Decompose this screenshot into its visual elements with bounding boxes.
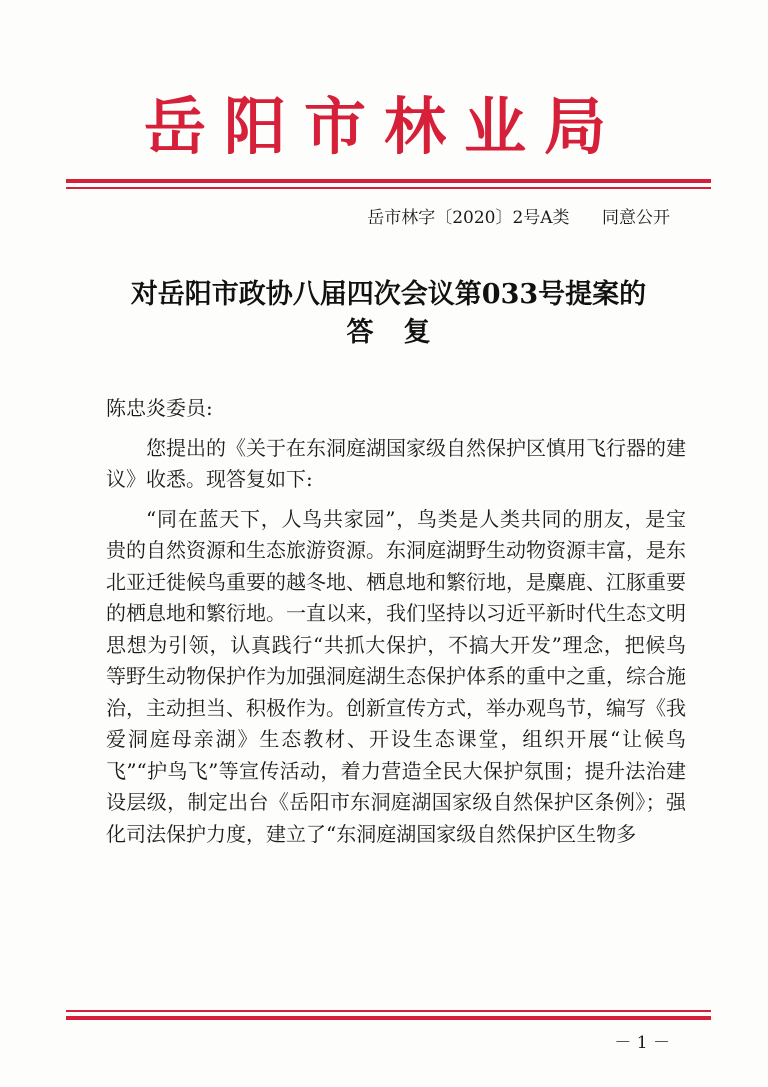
title-line-2: 答复 [346,317,461,348]
footer-rule-thin [66,1010,711,1012]
document-body [106,393,686,850]
page-number: － 1 － [614,1033,670,1053]
salutation: 陈忠炎委员: [106,396,213,420]
document-code: 岳市林字〔2020〕2号A类 [367,208,570,228]
masthead-rule-thick [66,179,711,183]
masthead-rule-thin [66,187,711,189]
document-title [66,276,711,352]
document-number-line [66,203,670,228]
paragraph-1: 您提出的《关于在东洞庭湖国家级自然保护区慎用飞行器的建议》收悉。现答复如下: [106,435,686,491]
paragraph-2: “同在蓝天下，人鸟共家园”，鸟类是人类共同的朋友，是宝贵的自然资源和生态旅游资源。东洞庭湖野生动物资源丰富，是东北亚迁徙候鸟重要的越冬地、栖息地和繁衍地，是麋鹿、江豚重要的栖息地和繁衍地。一直以来，我们坚持以习近平新时代生态文明思想为引领，认真践行“共抓大保护，不搞大开发”理念，把候鸟等野生动物保护作为加强洞庭湖生态保护体系的重中之重，综合施治，主动担当、积极作为。创新宣传方式，举办观鸟节，编写《我爱洞庭母亲湖》生态教材、开设生态课堂，组织开展“让候鸟飞”“护鸟飞”等宣传活动，着力营造全民大保护氛围；提升法治建设层级，制定出台《岳阳市东洞庭湖国家级自然保护区条例》；强化司法保护力度，建立了“东洞庭湖国家级自然保护区生物多 [106,506,686,846]
disclosure-status: 同意公开 [602,208,670,228]
title-line-1: 对岳阳市政协八届四次会议第033号提案的 [130,279,647,310]
footer-rule-thick [66,1016,711,1020]
masthead-title: 岳阳市林业局 [143,90,624,163]
